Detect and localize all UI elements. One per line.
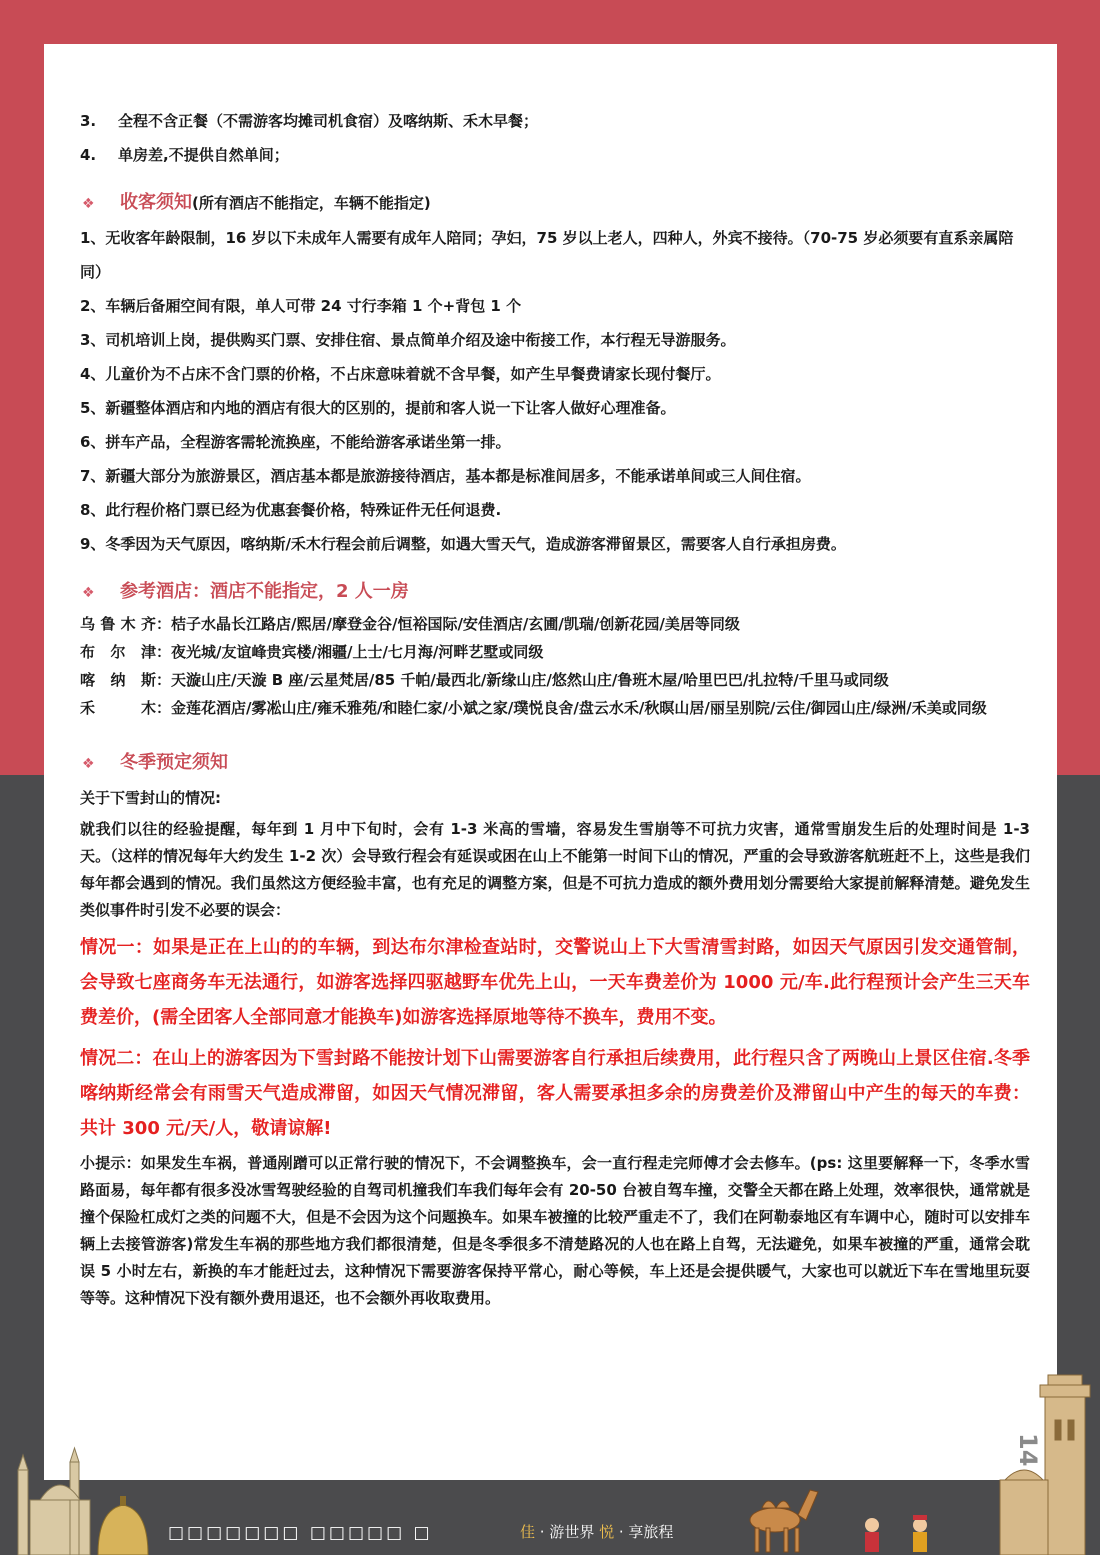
winter-case-one: 情况一：如果是正在上山的的车辆，到达布尔津检查站时，交警说山上下大雪清雪封路，如因天气原因引发交通管制，会导致七座商务车无法通行，如游客选择四驱越野车优先上山，一天车费差价为 1000 元/车.此行程预计会产生三天车费差价，(需全团客人全部同意才能换车)如游客选择原地等待不换车，费用不变。 bbox=[80, 937, 1030, 1028]
winter-intro: 关于下雪封山的情况: bbox=[80, 789, 221, 807]
section-winter-heading: ❖ 冬季预定须知 bbox=[80, 746, 1030, 781]
winter-case-two: 情况二：在山上的游客因为下雪封路不能按计划下山需要游客自行承担后续费用，此行程只含了两晚山上景区住宿.冬季喀纳斯经常会有雨雪天气造成滞留，如因天气情况滞留，客人需要承担多余的房费差价及滞留山中产生的每天的车费：共计 300 元/天/人，敬请谅解! bbox=[80, 1048, 1030, 1139]
list-item: 4. 单房差,不提供自然单间； bbox=[80, 146, 289, 164]
hotel-row: 布尔津：夜光城/友谊峰贵宾楼/湘疆/上士/七月海/河畔艺墅或同级 bbox=[80, 643, 544, 661]
dome-icon bbox=[98, 1496, 148, 1555]
notice-item: 5、新疆整体酒店和内地的酒店有很大的区别的，提前和客人说一下让客人做好心理准备。 bbox=[80, 399, 676, 417]
diamond-bullet-icon: ❖ bbox=[82, 756, 95, 772]
winter-paragraph: 就我们以往的经验提醒，每年到 1 月中下旬时，会有 1-3 米高的雪墙，容易发生雪崩等不可抗力灾害，通常雪崩发生后的处理时间是 1-3 天。（这样的情况每年大约发生 1-2 次）会导致行程会有延误或困在山上不能第一时间下山的情况，严重的会导致游客航班赶不上，这些是我们每年都会遇到的情况。我们虽然这方便经验丰富，也有充足的调整方案，但是不可抗力造成的额外费用划分需要给大家提前解释清楚。避免发生类似事件时引发不必要的误会： bbox=[80, 820, 1030, 919]
people-icon bbox=[865, 1515, 927, 1552]
diamond-bullet-icon: ❖ bbox=[82, 196, 95, 212]
list-item: 3. 全程不含正餐（不需游客均摊司机食宿）及喀纳斯、禾木早餐； bbox=[80, 112, 539, 130]
camel-icon bbox=[750, 1490, 818, 1552]
notice-item: 3、司机培训上岗，提供购买门票、安排住宿、景点简单介绍及途中衔接工作，本行程无导游服务。 bbox=[80, 331, 736, 349]
notice-item: 6、拼车产品，全程游客需轮流换座，不能给游客承诺坐第一排。 bbox=[80, 433, 511, 451]
diamond-bullet-icon: ❖ bbox=[82, 585, 95, 601]
footer-slogan: 佳 · 游世界 悦 · 享旅程 bbox=[520, 1523, 674, 1541]
hotel-row: 喀纳斯：天漩山庄/天漩 B 座/云星梵居/85 千帕/最西北/新缘山庄/悠然山庄/鲁班木屋/哈里巴巴/扎拉特/千里马或同级 bbox=[80, 671, 889, 689]
section-hotels-heading: ❖ 参考酒店：酒店不能指定，2 人一房 bbox=[80, 575, 1030, 610]
hotel-row: 乌鲁木齐：桔子水晶长江路店/熙居/摩登金谷/恒裕国际/安佳酒店/玄圃/凯瑞/创新花园/美居等同级 bbox=[80, 615, 740, 633]
winter-tip: 小提示：如果发生车祸，普通剐蹭可以正常行驶的情况下，不会调整换车，会一直行程走完师傅才会去修车。(ps: 这里要解释一下，冬季水雪路面易，每年都有很多没冰雪驾驶经验的自驾司机撞我们车我们每年会有 20-50 台被自驾车撞，交警全天都在路上处理，效率很快，通常就是撞个保险杠成灯之类的问题不大，但是不会因为这个问题换车。如果车被撞的比较严重走不了，我们在阿勒泰地区有车调中心，随时可以安排车辆上去接管游客)常发生车祸的那些地方我们都很清楚，但是冬季很多不清楚路况的人也在路上自驾，无法避免，如果车被撞的严重，通常会耽误 5 小时左右，新换的车才能赶过去，这种情况下需要游客保持平常心，耐心等候，车上还是会提供暖气，大家也可以就近下车在雪地里玩耍等等。这种情况下没有额外费用退还，也不会额外再收取费用。 bbox=[80, 1154, 1030, 1307]
notice-item: 2、车辆后备厢空间有限，单人可带 24 寸行李箱 1 个+背包 1 个 bbox=[80, 297, 522, 315]
notice-item: 8、此行程价格门票已经为优惠套餐价格，特殊证件无任何退费. bbox=[80, 501, 502, 519]
hotel-row: 禾木：金莲花酒店/雾凇山庄/雍禾雅苑/和睦仁家/小斌之家/璞悦良舍/盘云水禾/秋暝山居/丽呈别院/云住/御园山庄/绿洲/禾美或同级 bbox=[80, 699, 987, 717]
footer-placeholder-text: □□□□□□□ □□□□□ □ bbox=[168, 1523, 433, 1543]
notice-item: 1、无收客年龄限制，16 岁以下未成年人需要有成年人陪同；孕妇，75 岁以上老人，四种人，外宾不接待。（70-75 岁必须要有直系亲属陪同） bbox=[80, 229, 1014, 281]
notice-item: 9、冬季因为天气原因，喀纳斯/禾木行程会前后调整，如遇大雪天气，造成游客滞留景区，需要客人自行承担房费。 bbox=[80, 535, 846, 553]
notice-item: 4、儿童价为不占床不含门票的价格，不占床意味着就不含早餐，如产生早餐费请家长现付餐厅。 bbox=[80, 365, 721, 383]
mosque-left-icon bbox=[18, 1448, 90, 1555]
notice-item: 7、新疆大部分为旅游景区，酒店基本都是旅游接待酒店，基本都是标准间居多，不能承诺单间或三人间住宿。 bbox=[80, 467, 811, 485]
page-number: 14 bbox=[1014, 1433, 1042, 1467]
section-notice-heading: ❖ 收客须知(所有酒店不能指定，车辆不能指定) bbox=[80, 186, 1030, 221]
tower-right-icon bbox=[1000, 1375, 1090, 1555]
